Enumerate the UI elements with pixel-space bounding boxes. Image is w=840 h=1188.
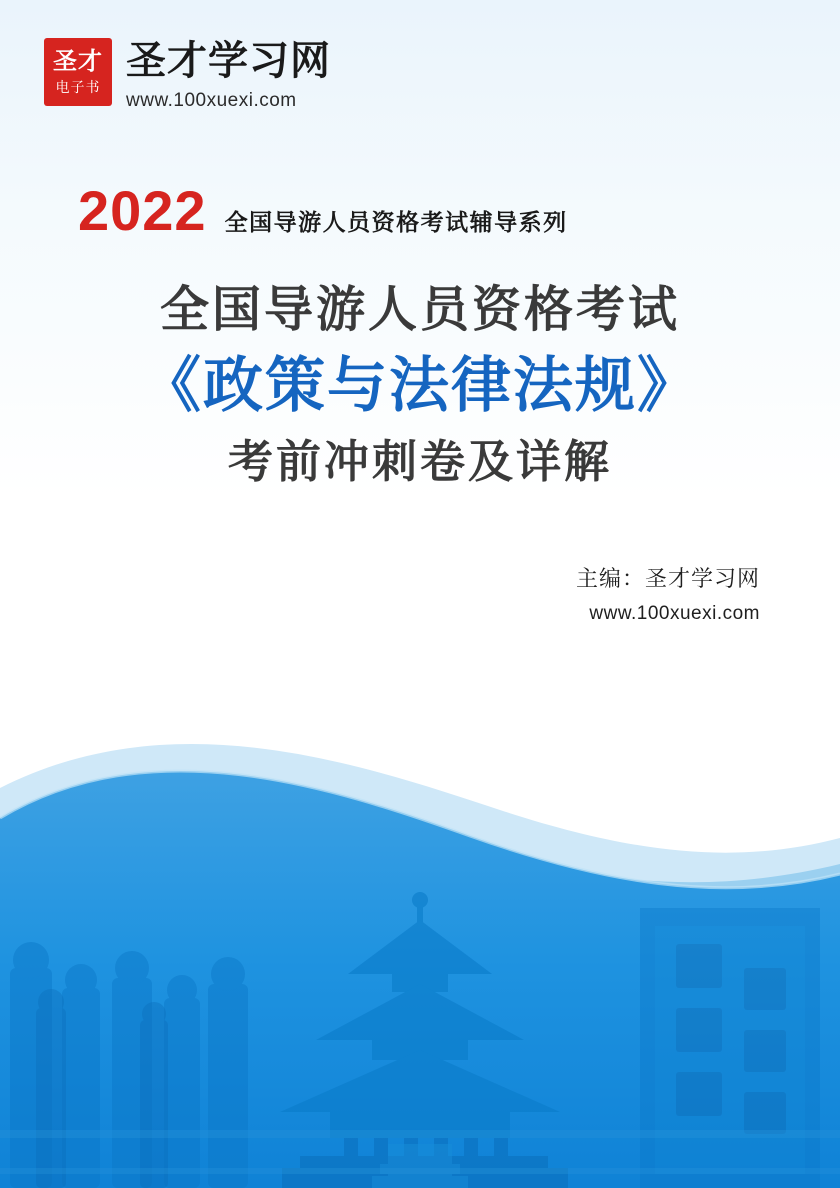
logo-site-name: 圣才学习网: [126, 39, 331, 83]
series-line: [78, 178, 568, 243]
series-year: 2022: [78, 179, 207, 242]
logo-mark-top-text: 圣才: [53, 48, 103, 75]
logo-mark-icon: [44, 38, 112, 106]
logo-text: [126, 38, 331, 112]
cover-artwork: [0, 668, 840, 1188]
title-line-2: 《政策与法律法规》: [141, 351, 699, 419]
page-title: [0, 282, 840, 489]
artwork-svg: [0, 668, 840, 1188]
author-url: www.100xuexi.com: [589, 603, 760, 624]
title-line-1: 全国导游人员资格考试: [159, 283, 680, 337]
logo-site-url: www.100xuexi.com: [126, 90, 297, 111]
author-block: [576, 562, 760, 625]
series-label: 全国导游人员资格考试辅导系列: [224, 209, 568, 235]
logo-mark-bottom-text: 电子书: [55, 79, 101, 95]
title-line-3: 考前冲刺卷及详解: [227, 435, 612, 487]
author-editor: 主编：圣才学习网: [575, 566, 760, 591]
brand-logo: [44, 38, 331, 112]
